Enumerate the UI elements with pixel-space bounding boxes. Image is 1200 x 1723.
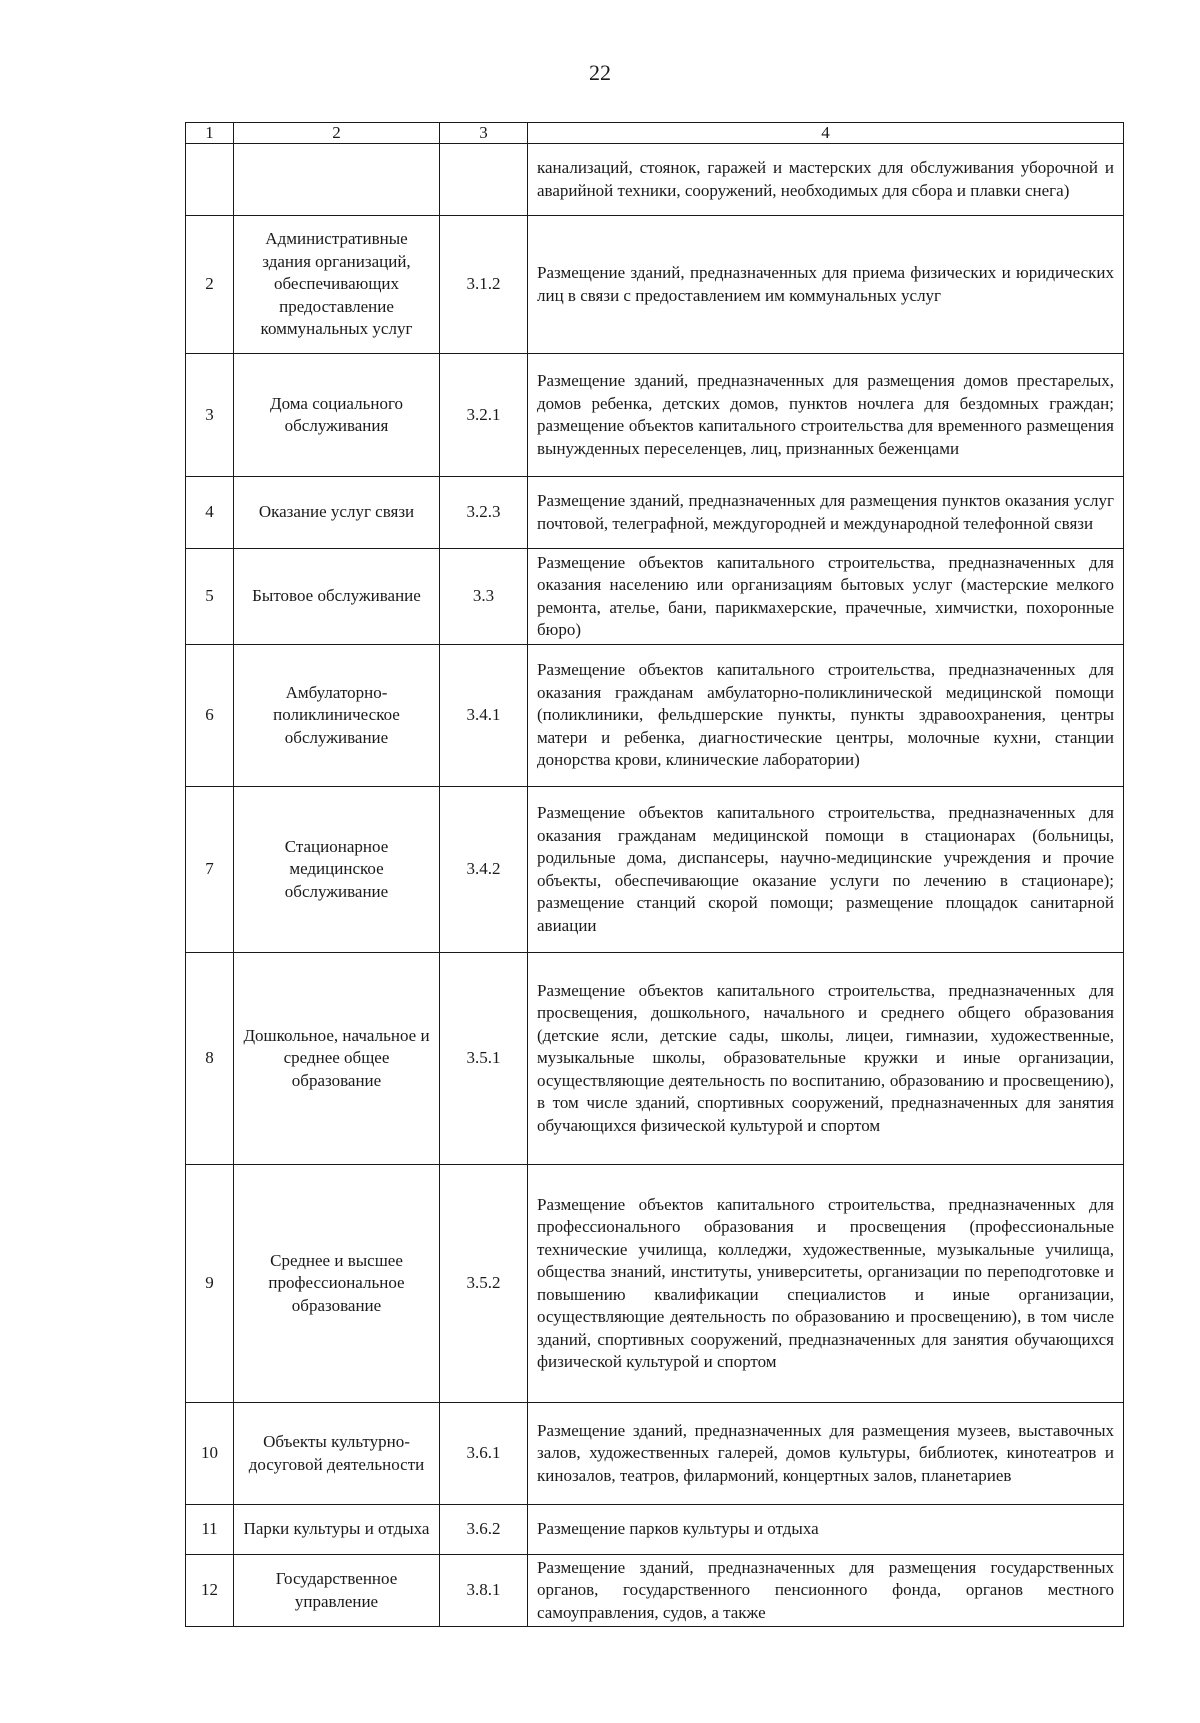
row-number: 2 xyxy=(186,216,234,354)
land-use-description: канализаций, стоянок, гаражей и мастерских для обслуживания уборочной и аварийной техники, сооружений, необходимых для сбора и плавки снега) xyxy=(528,144,1124,216)
page-number: 22 xyxy=(589,60,611,85)
land-use-type: Объекты культурно-досуговой деятельности xyxy=(234,1403,440,1505)
table-row xyxy=(186,216,1124,354)
land-use-code: 3.4.2 xyxy=(440,787,528,953)
table-row xyxy=(186,645,1124,787)
land-use-description: Размещение зданий, предназначенных для размещения музеев, выставочных залов, художественных галерей, домов культуры, библиотек, кинотеатров и кинозалов, театров, филармоний, концертных залов, планетариев xyxy=(528,1403,1124,1505)
land-use-type: Дома социального обслуживания xyxy=(234,354,440,477)
land-use-table xyxy=(185,122,1124,1627)
land-use-type: Амбулаторно-поликлиническое обслуживание xyxy=(234,645,440,787)
row-number: 8 xyxy=(186,953,234,1165)
land-use-code: 3.5.1 xyxy=(440,953,528,1165)
table-row xyxy=(186,953,1124,1165)
land-use-type: Парки культуры и отдыха xyxy=(234,1505,440,1555)
row-number xyxy=(186,144,234,216)
land-use-description: Размещение зданий, предназначенных для размещения пунктов оказания услуг почтовой, телеграфной, междугородней и международной телефонной связи xyxy=(528,477,1124,549)
table-row xyxy=(186,1403,1124,1505)
land-use-description: Размещение объектов капитального строительства, предназначенных для оказания гражданам медицинской помощи в стационарах (больницы, родильные дома, диспансеры, научно-медицинские учреждения и прочие объекты, обеспечивающие оказание услуги по лечению в стационаре); размещение станций скорой помощи; размещение площадок санитарной авиации xyxy=(528,787,1124,953)
land-use-type: Государственное управление xyxy=(234,1555,440,1627)
table-header-row xyxy=(186,123,1124,144)
land-use-type: Дошкольное, начальное и среднее общее образование xyxy=(234,953,440,1165)
land-use-code: 3.8.1 xyxy=(440,1555,528,1627)
land-use-code: 3.3 xyxy=(440,549,528,645)
row-number: 10 xyxy=(186,1403,234,1505)
table-row xyxy=(186,787,1124,953)
row-number: 12 xyxy=(186,1555,234,1627)
column-header-3: 3 xyxy=(440,123,528,144)
land-use-description: Размещение объектов капитального строительства, предназначенных для оказания гражданам амбулаторно-поликлинической медицинской помощи (поликлиники, фельдшерские пункты, пункты здравоохранения, центры матери и ребенка, диагностические центры, молочные кухни, станции донорства крови, клинические лаборатории) xyxy=(528,645,1124,787)
column-header-1: 1 xyxy=(186,123,234,144)
table-row xyxy=(186,144,1124,216)
row-number: 3 xyxy=(186,354,234,477)
land-use-type xyxy=(234,144,440,216)
land-use-code: 3.1.2 xyxy=(440,216,528,354)
table-row xyxy=(186,477,1124,549)
table-row xyxy=(186,549,1124,645)
land-use-code: 3.2.3 xyxy=(440,477,528,549)
row-number: 7 xyxy=(186,787,234,953)
row-number: 9 xyxy=(186,1165,234,1403)
land-use-type: Административные здания организаций, обеспечивающих предоставление коммунальных услуг xyxy=(234,216,440,354)
column-header-4: 4 xyxy=(528,123,1124,144)
land-use-code: 3.6.2 xyxy=(440,1505,528,1555)
land-use-description: Размещение зданий, предназначенных для приема физических и юридических лиц в связи с предоставлением им коммунальных услуг xyxy=(528,216,1124,354)
land-use-description: Размещение зданий, предназначенных для размещения государственных органов, государственного пенсионного фонда, органов местного самоуправления, судов, а также xyxy=(528,1555,1124,1627)
table-row xyxy=(186,354,1124,477)
land-use-description: Размещение зданий, предназначенных для размещения домов престарелых, домов ребенка, детских домов, пунктов ночлега для бездомных граждан; размещение объектов капитального строительства для временного размещения вынужденных переселенцев, лиц, признанных беженцами xyxy=(528,354,1124,477)
land-use-code: 3.4.1 xyxy=(440,645,528,787)
land-use-description: Размещение парков культуры и отдыха xyxy=(528,1505,1124,1555)
column-header-2: 2 xyxy=(234,123,440,144)
table-row xyxy=(186,1165,1124,1403)
land-use-code: 3.5.2 xyxy=(440,1165,528,1403)
row-number: 5 xyxy=(186,549,234,645)
land-use-type: Оказание услуг связи xyxy=(234,477,440,549)
land-use-type: Среднее и высшее профессиональное образование xyxy=(234,1165,440,1403)
land-use-code: 3.2.1 xyxy=(440,354,528,477)
land-use-type: Бытовое обслуживание xyxy=(234,549,440,645)
table-row xyxy=(186,1505,1124,1555)
land-use-description: Размещение объектов капитального строительства, предназначенных для просвещения, дошкольного, начального и среднего общего образования (детские ясли, детские сады, школы, лицеи, гимназии, художественные, музыкальные школы, образовательные кружки и иные организации, осуществляющие деятельность по воспитанию, образованию и просвещению), в том числе зданий, спортивных сооружений, предназначенных для занятия обучающихся физической культурой и спортом xyxy=(528,953,1124,1165)
land-use-type: Стационарное медицинское обслуживание xyxy=(234,787,440,953)
row-number: 4 xyxy=(186,477,234,549)
row-number: 11 xyxy=(186,1505,234,1555)
land-use-description: Размещение объектов капитального строительства, предназначенных для оказания населению или организациям бытовых услуг (мастерские мелкого ремонта, ателье, бани, парикмахерские, прачечные, химчистки, похоронные бюро) xyxy=(528,549,1124,645)
land-use-code: 3.6.1 xyxy=(440,1403,528,1505)
table-row xyxy=(186,1555,1124,1627)
land-use-code xyxy=(440,144,528,216)
land-use-description: Размещение объектов капитального строительства, предназначенных для профессионального образования и просвещения (профессиональные технические училища, колледжи, художественные, музыкальные училища, общества знаний, институты, университеты, организации по переподготовке и повышению квалификации специалистов и иные организации, осуществляющие деятельность по образованию и просвещению), в том числе зданий, спортивных сооружений, предназначенных для занятия обучающихся физической культурой и спортом xyxy=(528,1165,1124,1403)
row-number: 6 xyxy=(186,645,234,787)
